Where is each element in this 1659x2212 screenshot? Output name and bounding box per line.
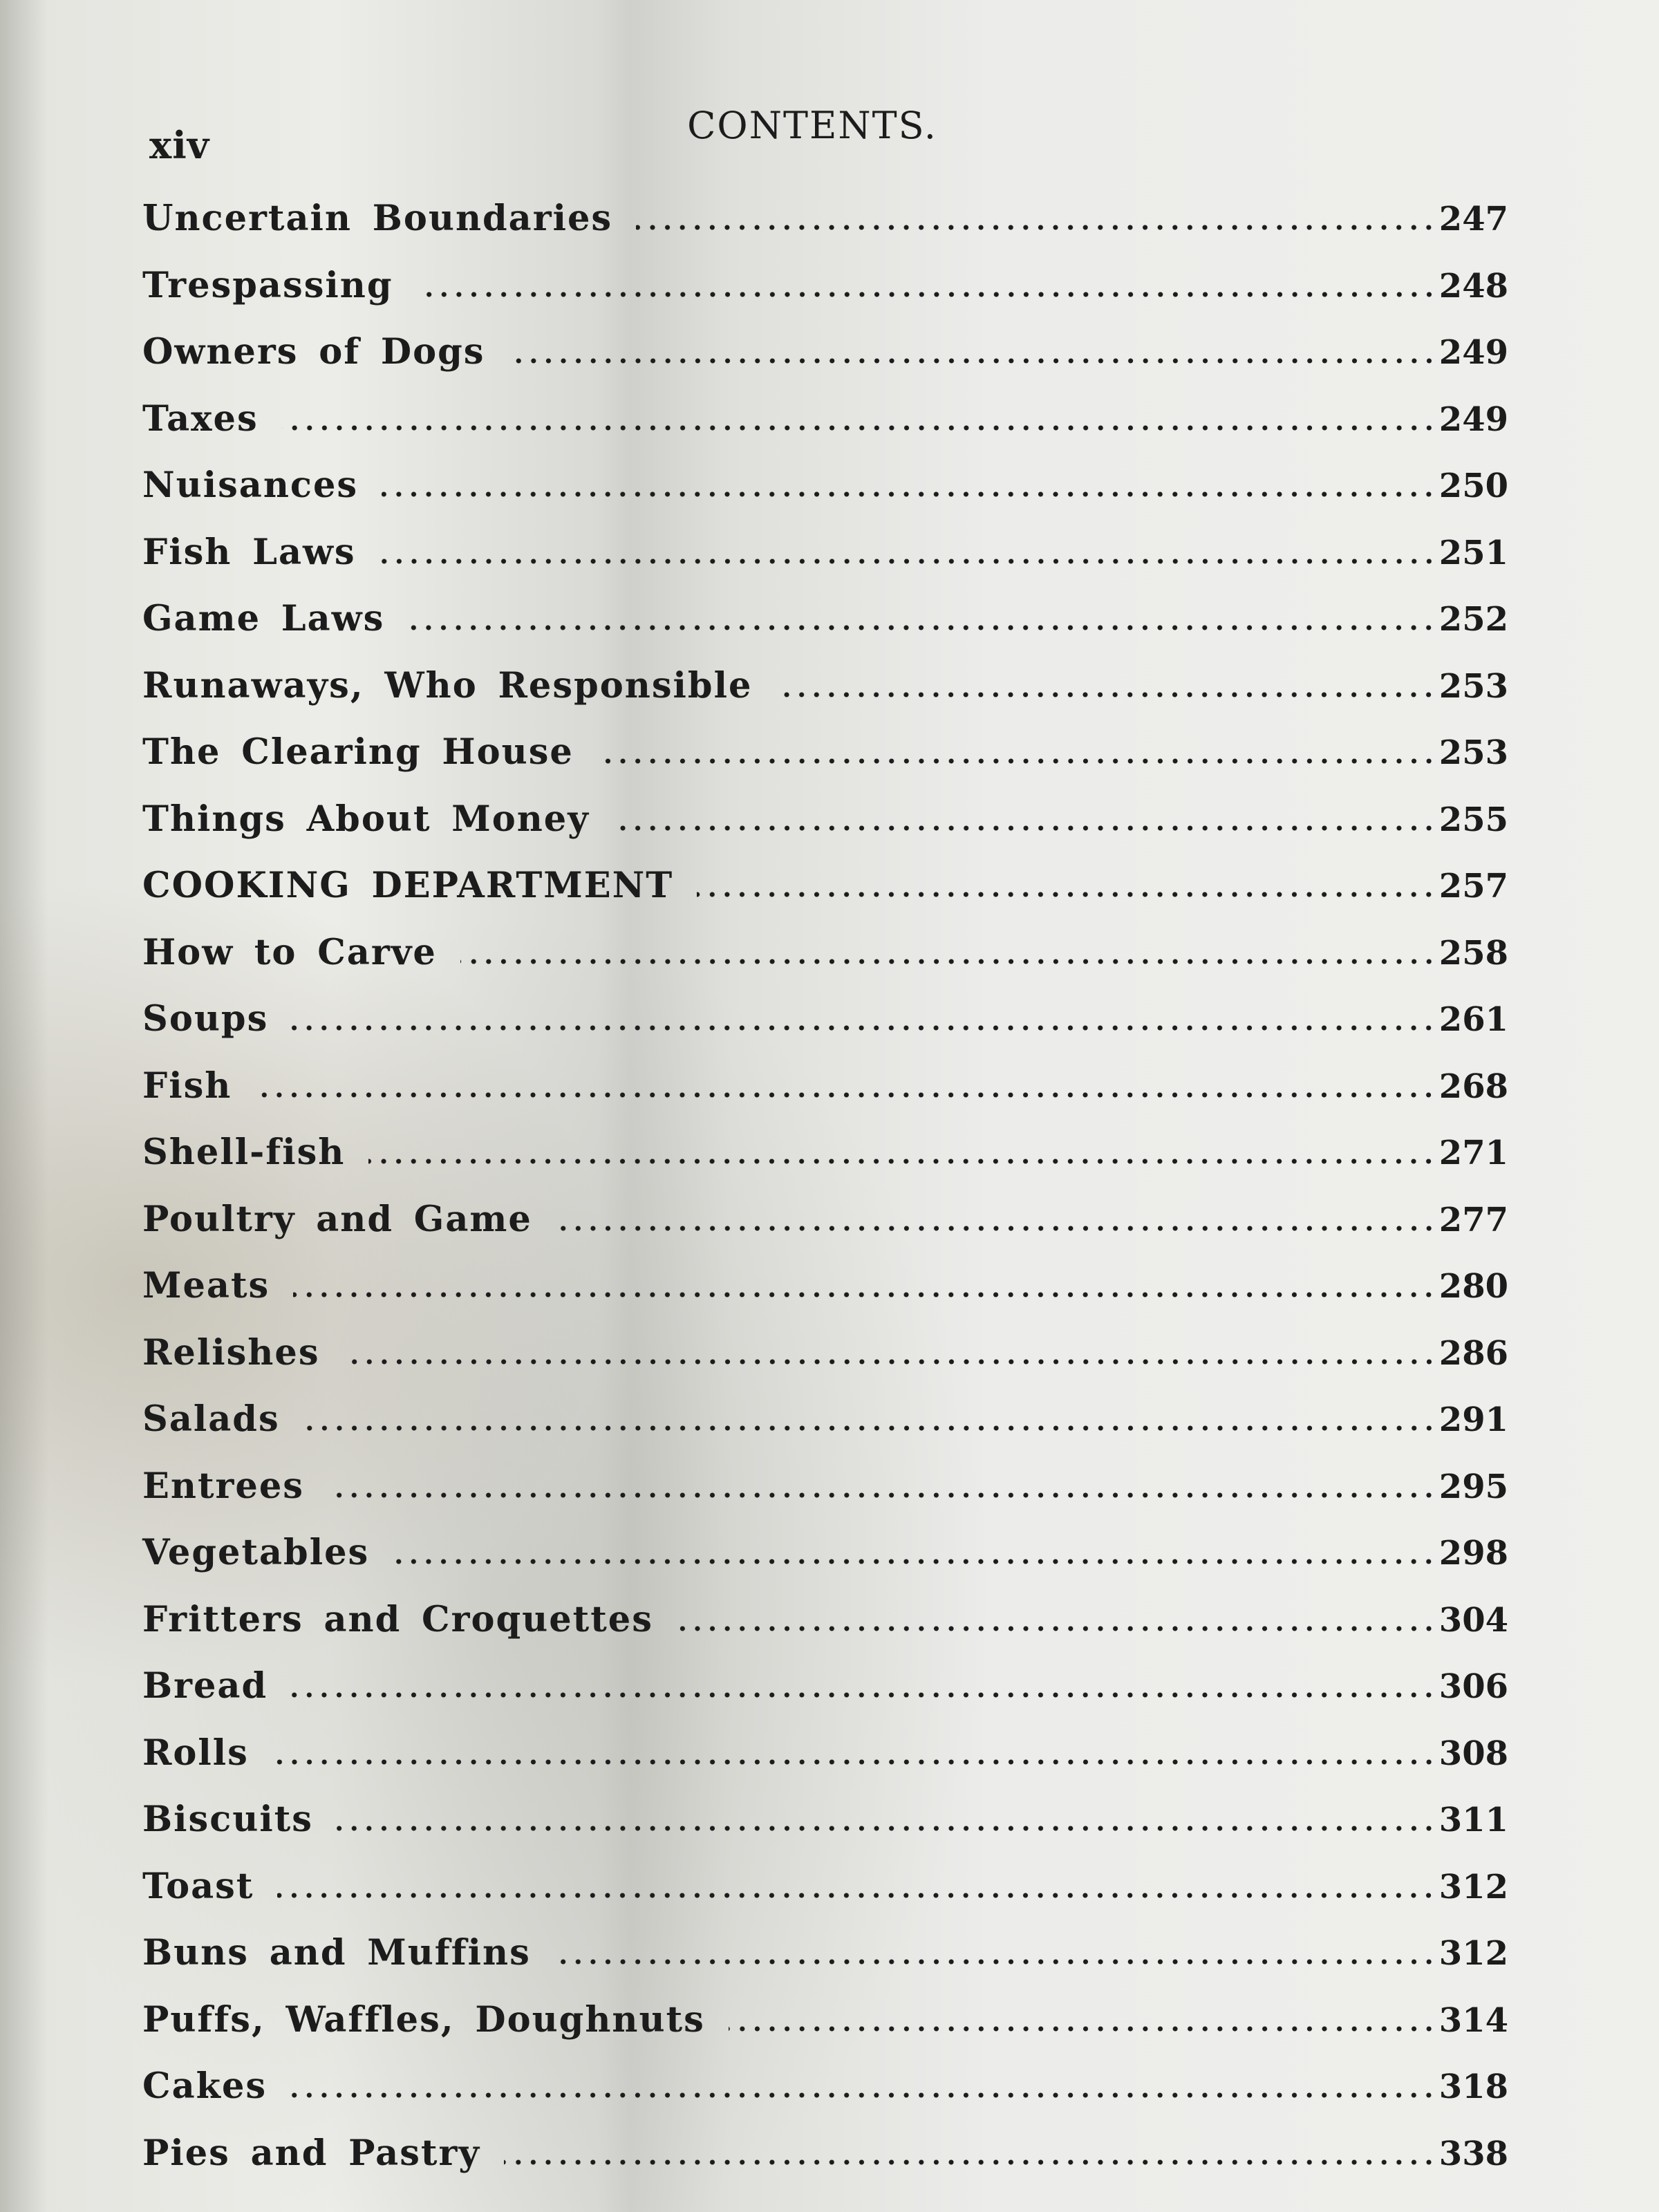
- page-number: xiv: [149, 123, 210, 167]
- dot-leader: [776, 692, 1436, 697]
- toc-entry: [142, 1665, 1508, 1732]
- dot-leader: [677, 1626, 1436, 1631]
- toc-entry-title: Things About Money: [142, 798, 590, 840]
- dot-leader: [417, 292, 1436, 297]
- toc-entry: [142, 465, 1508, 532]
- dot-leader: [556, 1226, 1436, 1231]
- toc-entry-page-number: 257: [1438, 867, 1508, 906]
- dot-leader: [291, 1692, 1436, 1698]
- toc-entry-page-number: 298: [1438, 1534, 1508, 1573]
- toc-entry-title: Owners of Dogs: [142, 331, 485, 373]
- toc-entry-page-number: 318: [1438, 2068, 1508, 2106]
- toc-entry: [142, 798, 1508, 865]
- toc-entry: [142, 865, 1508, 932]
- toc-entry-title: The Clearing House: [142, 731, 574, 773]
- toc-entry-title: Buns and Muffins: [142, 1932, 531, 1974]
- toc-entry: [142, 2133, 1508, 2200]
- toc-entry-page-number: 314: [1438, 2000, 1508, 2040]
- toc-entry-page-number: 291: [1438, 1400, 1508, 1439]
- toc-entry-page-number: 268: [1438, 1067, 1508, 1106]
- toc-entry-title: Toast: [142, 1865, 254, 1907]
- toc-entry: [142, 532, 1508, 599]
- toc-entry-page-number: 250: [1438, 467, 1508, 505]
- toc-entry-page-number: 338: [1438, 2134, 1508, 2173]
- toc-entry-page-number: 255: [1438, 800, 1508, 839]
- toc-entry: [142, 331, 1508, 398]
- dot-leader: [292, 1025, 1436, 1031]
- toc-entry-title: Relishes: [142, 1331, 320, 1374]
- toc-entry-title: Entrees: [142, 1465, 304, 1507]
- toc-entry: [142, 1932, 1508, 1999]
- toc-entry: [142, 598, 1508, 665]
- toc-entry: [142, 2065, 1508, 2133]
- dot-leader: [554, 1959, 1436, 1965]
- dot-leader: [293, 1292, 1436, 1297]
- toc-entry-title: Poultry and Game: [142, 1198, 532, 1240]
- toc-entry: [142, 1866, 1508, 1933]
- dot-leader: [290, 2092, 1436, 2098]
- toc-entry-title: Puffs, Waffles, Doughnuts: [142, 1998, 705, 2041]
- toc-entry: [142, 1132, 1508, 1199]
- dot-leader: [277, 1893, 1436, 1898]
- toc-entry: [142, 265, 1508, 332]
- toc-entry-page-number: 308: [1438, 1734, 1508, 1773]
- toc-entry: [142, 1065, 1508, 1132]
- dot-leader: [729, 2026, 1436, 2032]
- toc-entry-title: Soups: [142, 998, 269, 1040]
- toc-entry-title: Trespassing: [142, 264, 393, 306]
- toc-entry-page-number: 311: [1438, 1801, 1508, 1839]
- toc-entry: [142, 398, 1508, 465]
- toc-entry: [142, 1799, 1508, 1866]
- dot-leader: [597, 758, 1436, 764]
- dot-leader: [460, 959, 1436, 964]
- toc-entry-page-number: 286: [1438, 1333, 1508, 1373]
- toc-entry-title: Nuisances: [142, 465, 359, 506]
- toc-entry: [142, 932, 1508, 999]
- toc-entry-page-number: 253: [1438, 666, 1508, 706]
- toc-entry-page-number: 248: [1438, 266, 1508, 306]
- dot-leader: [328, 1492, 1436, 1498]
- dot-leader: [613, 825, 1436, 831]
- dot-leader: [368, 1159, 1436, 1164]
- toc-entry-title: Game Laws: [142, 598, 385, 639]
- toc-entry-title: Fritters and Croquettes: [142, 1598, 653, 1640]
- toc-entry-page-number: 261: [1438, 1000, 1508, 1039]
- toc-entry: [142, 1265, 1508, 1332]
- toc-entry-title: Rolls: [142, 1732, 249, 1774]
- dot-leader: [636, 225, 1436, 230]
- dot-leader: [337, 1826, 1436, 1831]
- toc-entry-page-number: 251: [1438, 533, 1508, 572]
- toc-entry-page-number: 249: [1438, 400, 1508, 439]
- toc-entry-page-number: 295: [1438, 1467, 1508, 1506]
- toc-entry-page-number: 258: [1438, 933, 1508, 973]
- toc-entry-title: Runaways, Who Responsible: [142, 664, 753, 706]
- dot-leader: [509, 358, 1436, 364]
- toc-entry: [142, 665, 1508, 732]
- spine-shadow: [0, 0, 48, 2212]
- toc-entry: [142, 1398, 1508, 1465]
- toc-entry: [142, 1599, 1508, 1666]
- toc-entry: [142, 1732, 1508, 1799]
- toc-entry-title: Vegetables: [142, 1532, 370, 1573]
- toc-entry-title: COOKING DEPARTMENT: [142, 865, 674, 906]
- toc-entry-page-number: 277: [1438, 1200, 1508, 1239]
- dot-leader: [255, 1092, 1436, 1098]
- dot-leader: [408, 625, 1436, 630]
- page-heading: CONTENTS.: [687, 104, 937, 147]
- toc-entry-page-number: 252: [1438, 600, 1508, 639]
- toc-entry-title: Cakes: [142, 2065, 268, 2107]
- toc-entry-title: Bread: [142, 1665, 268, 1707]
- toc-entry-page-number: 271: [1438, 1134, 1508, 1172]
- toc-entry-title: Biscuits: [142, 1799, 313, 1840]
- toc-entry-page-number: 312: [1438, 1934, 1508, 1973]
- toc-entry-title: Pies and Pastry: [142, 2132, 480, 2174]
- toc-entry-title: Taxes: [142, 397, 259, 440]
- toc-entry-title: Shell-fish: [142, 1132, 346, 1173]
- toc-entry-title: Fish: [142, 1065, 232, 1107]
- toc-entry: [142, 998, 1508, 1065]
- dot-leader: [379, 559, 1436, 564]
- toc-entry-page-number: 249: [1438, 333, 1508, 372]
- dot-leader: [504, 2159, 1436, 2165]
- toc-entry: [142, 198, 1508, 265]
- toc-entry-page-number: 247: [1438, 200, 1508, 238]
- dot-leader: [697, 892, 1436, 897]
- dot-leader: [272, 1759, 1436, 1765]
- toc-entry-page-number: 253: [1438, 733, 1508, 772]
- toc-entry-page-number: 312: [1438, 1867, 1508, 1906]
- dot-leader: [282, 425, 1436, 431]
- table-of-contents: [142, 198, 1508, 2199]
- toc-entry-title: How to Carve: [142, 931, 437, 973]
- toc-entry: [142, 1332, 1508, 1399]
- toc-entry: [142, 1532, 1508, 1599]
- dot-leader: [382, 491, 1436, 497]
- toc-entry-page-number: 306: [1438, 1667, 1508, 1706]
- toc-entry: [142, 1199, 1508, 1266]
- toc-entry: [142, 1465, 1508, 1533]
- toc-entry-page-number: 280: [1438, 1267, 1508, 1306]
- toc-entry-title: Meats: [142, 1265, 270, 1306]
- toc-entry: [142, 731, 1508, 798]
- dot-leader: [344, 1359, 1436, 1365]
- toc-entry-title: Uncertain Boundaries: [142, 198, 613, 239]
- toc-entry: [142, 1999, 1508, 2066]
- dot-leader: [393, 1559, 1436, 1564]
- toc-entry-title: Fish Laws: [142, 531, 356, 573]
- toc-entry-page-number: 304: [1438, 1600, 1508, 1640]
- dot-leader: [303, 1425, 1436, 1431]
- toc-entry-title: Salads: [142, 1398, 280, 1440]
